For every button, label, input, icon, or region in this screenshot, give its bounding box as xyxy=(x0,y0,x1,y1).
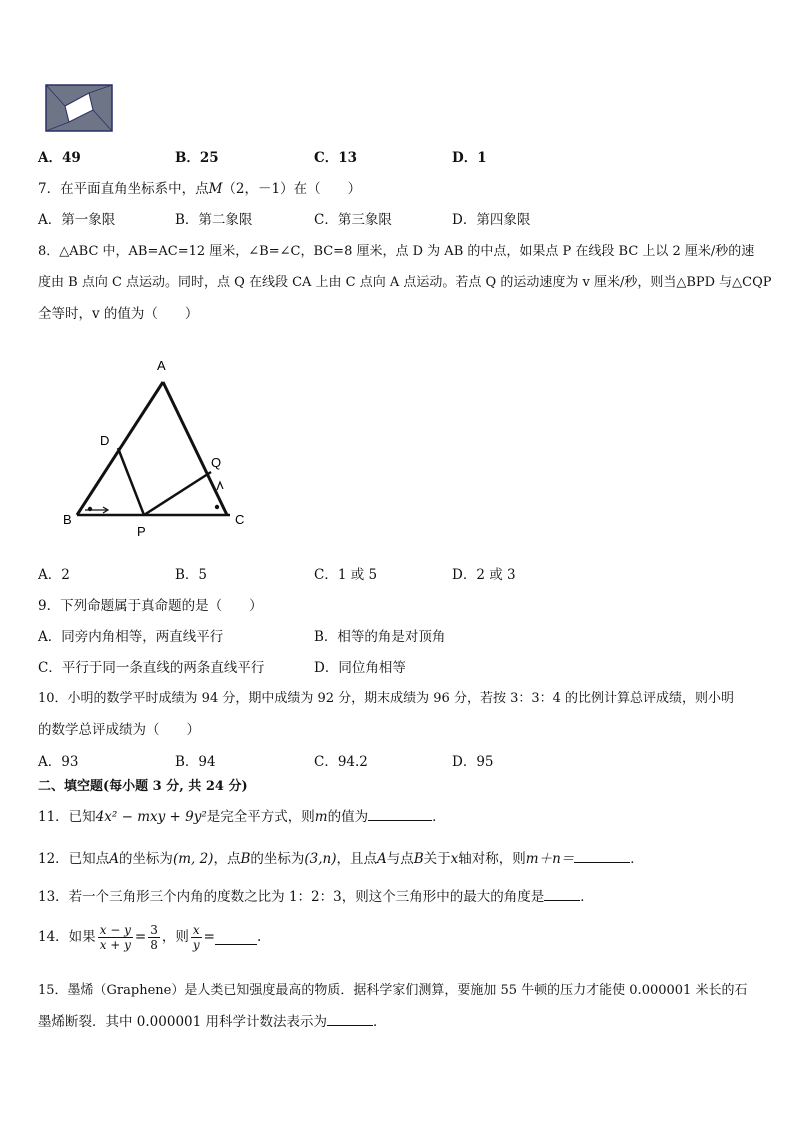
q10-option-b: B．94 xyxy=(175,754,216,770)
q6-option-c: C．13 xyxy=(314,150,358,166)
q13-answer-blank[interactable] xyxy=(544,886,580,901)
q10-option-c: C．94.2 xyxy=(314,754,368,770)
label-c: C xyxy=(235,512,245,527)
q8-line-3: 全等时，v 的值为（ ） xyxy=(38,306,199,322)
q15-line-2 xyxy=(38,1010,387,1030)
q13-text: 13．若一个三角形三个内角的度数之比为 1：2：3，则这个三角形中的最大的角度是 xyxy=(38,889,545,905)
q9-option-b: B．相等的角是对顶角 xyxy=(314,629,446,645)
q12-a: A xyxy=(109,851,119,867)
q12 xyxy=(38,847,644,867)
q8-option-d: D．2 或 3 xyxy=(452,567,516,583)
q12-mid2: ，点 xyxy=(213,851,241,867)
q10-line-1: 10．小明的数学平时成绩为 94 分，期中成绩为 92 分，期末成绩为 96 分，若按 3：3：4 的比例计算总评成绩，则小明 xyxy=(38,691,735,706)
label-d: D xyxy=(100,433,110,448)
q12-expr: m＋n＝ xyxy=(525,851,575,867)
q10-line-2: 的数学总评成绩为（ ） xyxy=(38,722,200,738)
q14 xyxy=(38,917,261,957)
q12-mid4: ，且点 xyxy=(336,851,377,867)
q8-line-1: 8．△ABC 中，AB=AC=12 厘米，∠B=∠C，BC=8 厘米，点 D 为 AB 的中点，如果点 P 在线段 BC 上以 2 厘米/秒的速 xyxy=(38,244,755,259)
q12-end: ． xyxy=(630,851,644,867)
q15-end: ． xyxy=(373,1014,387,1030)
q11-answer-blank[interactable] xyxy=(368,806,432,821)
q14-f1-den: x + y xyxy=(99,938,131,952)
q9-options-row-2 xyxy=(38,656,758,674)
q7-coords: （2，－1）在（ ） xyxy=(222,181,362,197)
q11-post: 是完全平方式，则 xyxy=(206,809,315,825)
q12-pre: 12．已知点 xyxy=(38,851,110,867)
q14-fraction-3 xyxy=(191,923,202,952)
q7-option-c: C．第三象限 xyxy=(314,212,392,228)
q14-answer-blank[interactable] xyxy=(215,930,257,945)
q6-option-d: D．1 xyxy=(452,150,487,166)
q12-mid1: 的坐标为 xyxy=(118,851,173,867)
q8-option-a: A．2 xyxy=(38,567,70,583)
q14-f2-num: 3 xyxy=(150,923,158,937)
q12-mid7: 轴对称，则 xyxy=(458,851,526,867)
q10-option-a: A．93 xyxy=(38,754,79,770)
q12-mid3: 的坐标为 xyxy=(250,851,305,867)
label-a: A xyxy=(157,358,166,373)
q13-end: ． xyxy=(580,889,594,905)
q7-stem-text: 7．在平面直角坐标系中，点 xyxy=(38,181,209,197)
q6-option-b: B．25 xyxy=(175,150,219,166)
q11-var: m xyxy=(314,809,328,825)
q14-f3-den: y xyxy=(192,938,200,952)
q12-mid5: 与点 xyxy=(386,851,414,867)
q7-option-a: A．第一象限 xyxy=(38,212,116,228)
q14-eq2: = xyxy=(203,929,215,945)
q11-expr: 4x² − mxy + 9y² xyxy=(95,809,207,825)
q7-stem xyxy=(38,177,361,197)
q6-option-a: A．49 xyxy=(38,150,81,166)
q14-f3-num: x xyxy=(192,923,200,937)
q14-mid: ，则 xyxy=(161,929,189,945)
q8-option-c: C．1 或 5 xyxy=(314,567,378,583)
q7-options xyxy=(38,208,758,226)
q14-f1-num: x − y xyxy=(99,923,131,937)
q9-options-row-1 xyxy=(38,625,758,643)
label-p: P xyxy=(137,524,146,539)
triangle-figure xyxy=(55,352,255,546)
q13 xyxy=(38,885,594,905)
q9-option-c: C．平行于同一条直线的两条直线平行 xyxy=(38,660,265,676)
q14-pre: 14．如果 xyxy=(38,929,96,945)
square-figure xyxy=(45,84,113,136)
q14-end: . xyxy=(256,929,262,945)
q6-options xyxy=(38,146,758,164)
q11-pre: 11．已知 xyxy=(38,809,96,825)
q9-stem: 9．下列命题属于真命题的是（ ） xyxy=(38,598,263,614)
q12-bcoord: (3,n) xyxy=(304,851,337,867)
q12-mid6: 关于 xyxy=(423,851,451,867)
q12-x: x xyxy=(450,851,459,867)
q8-options xyxy=(38,563,758,581)
q15-line-1: 15．墨烯（Graphene）是人类已知强度最高的物质．据科学家们测算，要施加 55 牛顿的压力才能使 0.000001 米长的石 xyxy=(38,983,748,998)
q14-eq: = xyxy=(134,929,147,945)
q7-option-d: D．第四象限 xyxy=(452,212,531,228)
q14-fraction-1 xyxy=(98,923,133,952)
q7-point: M xyxy=(208,181,223,197)
q8-option-b: B．5 xyxy=(175,567,208,583)
q11-end: ． xyxy=(432,809,446,825)
q7-option-b: B．第二象限 xyxy=(175,212,253,228)
q9-option-a: A．同旁内角相等，两直线平行 xyxy=(38,629,224,645)
q14-f2-den: 8 xyxy=(150,938,158,952)
q12-a2: A xyxy=(376,851,387,867)
q10-options xyxy=(38,750,758,768)
q12-answer-blank[interactable] xyxy=(574,848,630,863)
q15-answer-blank[interactable] xyxy=(327,1011,373,1026)
q9-option-d: D．同位角相等 xyxy=(314,660,406,676)
label-q: Q xyxy=(211,455,222,470)
q12-b: B xyxy=(240,851,251,867)
q12-b2: B xyxy=(413,851,424,867)
q10-option-d: D．95 xyxy=(452,754,494,770)
q15-line-2-text: 墨烯断裂．其中 0.000001 用科学计数法表示为 xyxy=(38,1014,327,1030)
label-b: B xyxy=(63,512,72,527)
q11-post2: 的值为 xyxy=(327,809,369,825)
q12-acoord: (m, 2) xyxy=(172,851,214,867)
q8-line-2: 度由 B 点向 C 点运动。同时，点 Q 在线段 CA 上由 C 点向 A 点运动。若点 Q 的运动速度为 v 厘米/秒，则当△BPD 与△CQP xyxy=(38,275,772,290)
q11 xyxy=(38,805,446,825)
section-2-title: 二、填空题(每小题 3 分, 共 24 分) xyxy=(38,779,248,794)
q14-fraction-2 xyxy=(148,923,160,952)
